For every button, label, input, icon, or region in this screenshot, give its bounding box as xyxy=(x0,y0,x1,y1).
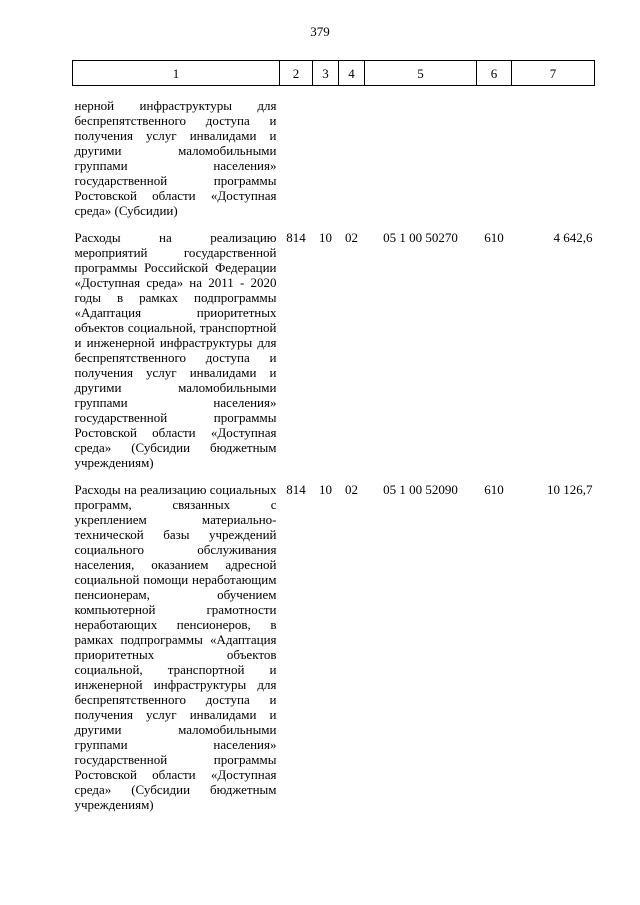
column-header-5: 5 xyxy=(365,61,477,86)
table-row xyxy=(73,482,595,812)
row-ministry: 814 xyxy=(286,482,306,497)
column-header-6: 6 xyxy=(477,61,512,86)
row-amount xyxy=(512,98,595,218)
row-description: нерной инфраструктуры для беспрепятственного доступа и получения услуг инвалидами и другими маломобильными группами населения» государственной программы Ростовской области «Доступная среда» (Субсидии) xyxy=(74,98,277,218)
page-number: 379 xyxy=(310,24,330,39)
spacer-row xyxy=(73,218,595,230)
row-description: Расходы на реализацию мероприятий государственной программы Российской Федерации «Доступная среда» на 2011 - 2020 годы в рамках подпрограммы «Адаптация приоритетных объектов социальной, транспортной и инженерной инфраструктуры для беспрепятственного доступа и получения услуг инвалидами и другими маломобильными группами населения» государственной программы Ростовской области «Доступная среда» (Субсидии бюджетным учреждениям) xyxy=(74,230,277,470)
row-type xyxy=(477,98,512,218)
row-target: 05 1 00 50270 xyxy=(383,230,458,245)
column-header-4: 4 xyxy=(339,61,365,86)
budget-table xyxy=(72,60,595,812)
row-type: 610 xyxy=(484,230,504,245)
row-target: 05 1 00 52090 xyxy=(383,482,458,497)
column-header-7: 7 xyxy=(512,61,595,86)
spacer-row xyxy=(73,86,595,99)
spacer-row xyxy=(73,470,595,482)
column-header-2: 2 xyxy=(280,61,313,86)
table-row xyxy=(73,98,595,218)
row-subsection: 02 xyxy=(345,230,358,245)
column-header-3: 3 xyxy=(313,61,339,86)
column-header-1: 1 xyxy=(73,61,280,86)
row-description: Расходы на реализацию социальных программ, связанных с укреплением материально-технической базы учреждений социального обслуживания населения, оказанием адресной социальной помощи неработающим пенсионерам, обучением компьютерной грамотности неработающих пенсионеров, в рамках подпрограммы «Адаптация приоритетных объектов социальной, транспортной и инженерной инфраструктуры для беспрепятственного доступа и получения услуг инвалидами и другими маломобильными группами населения» государственной программы Ростовской области «Доступная среда» (Субсидии бюджетным учреждениям) xyxy=(74,482,277,812)
row-target xyxy=(365,98,477,218)
table-header-row xyxy=(73,61,595,86)
row-subsection: 02 xyxy=(345,482,358,497)
row-amount: 4 642,6 xyxy=(553,230,593,245)
row-subsection xyxy=(339,98,365,218)
row-ministry: 814 xyxy=(286,230,306,245)
row-section xyxy=(313,98,339,218)
row-type: 610 xyxy=(484,482,504,497)
row-amount: 10 126,7 xyxy=(547,482,593,497)
row-ministry xyxy=(280,98,313,218)
table-row xyxy=(73,230,595,470)
row-section: 10 xyxy=(319,230,332,245)
row-section: 10 xyxy=(319,482,332,497)
